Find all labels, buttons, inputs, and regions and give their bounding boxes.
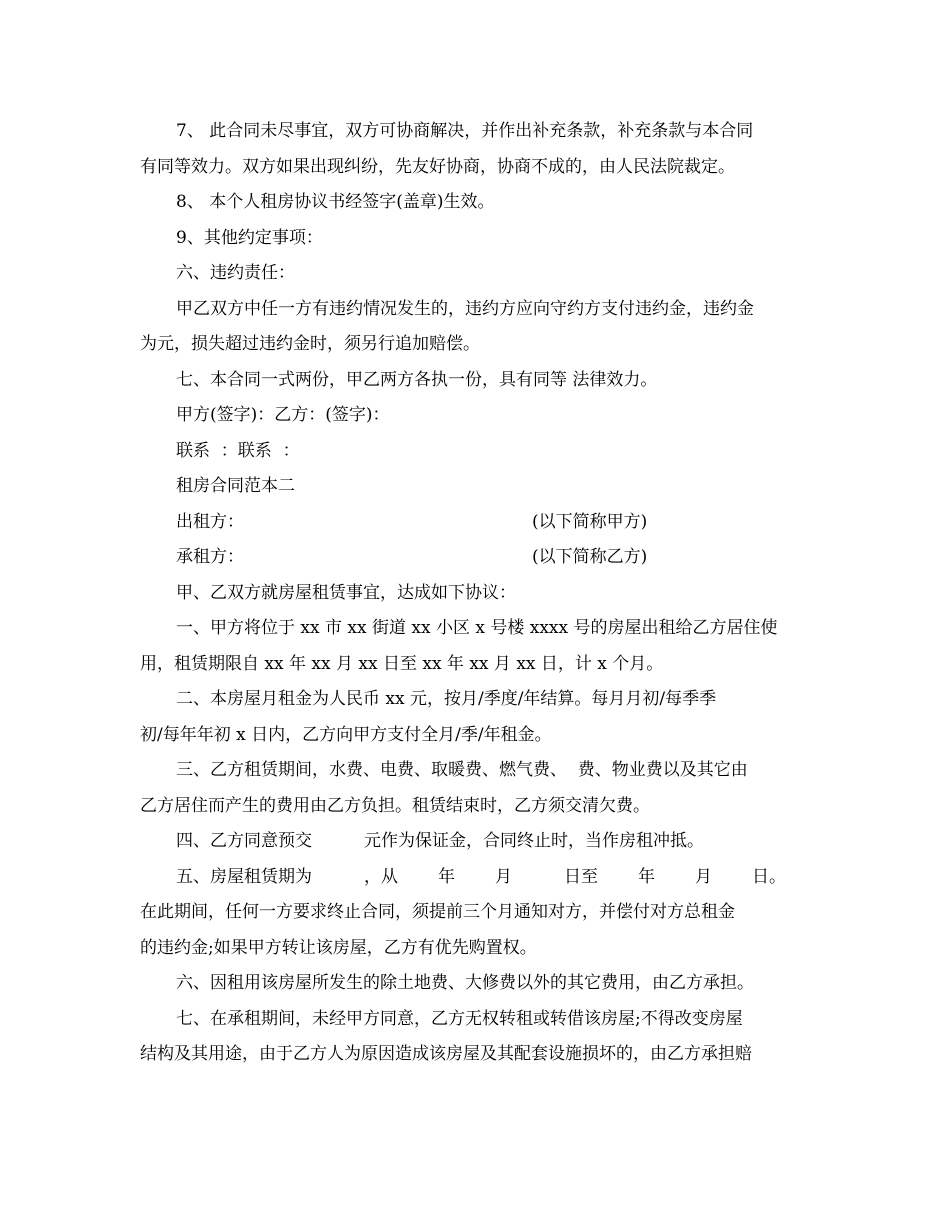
term-month-2: 月 [695, 866, 712, 887]
paragraph-line: 六、因租用该房屋所发生的除土地费、大修费以外的其它费用，由乙方承担。 [176, 973, 754, 993]
paragraph-line: 结构及其用途，由于乙方人为原因造成该房屋及其配套设施损坏的，由乙方承担赔 [140, 1044, 752, 1064]
lessee-label: 承租方： [176, 547, 244, 567]
lessor-note: (以下简称甲方) [532, 511, 648, 532]
contact-line: 联系 ：联系 ： [176, 440, 300, 461]
paragraph-line: 为元，损失超过违约金时，须另行追加赔偿。 [140, 334, 480, 354]
paragraph-line: 三、乙方租赁期间，水费、电费、取暖费、燃气费、 费、物业费以及其它由 [176, 760, 748, 780]
paragraph-line: 7、 此合同未尽事宜，双方可协商解决，并作出补充条款，补充条款与本合同 [176, 121, 754, 141]
term-year-1: 年 [438, 866, 455, 887]
paragraph-line: 的违约金;如果甲方转让该房屋，乙方有优先购置权。 [140, 937, 537, 958]
section-title: 租房合同范本二 [176, 476, 295, 496]
paragraph-line: 有同等效力。双方如果出现纠纷，先友好协商，协商不成的，由人民法院裁定。 [140, 156, 735, 177]
term-prefix: 五、房屋租赁期为 [176, 866, 312, 887]
term-year-2: 年 [638, 866, 655, 887]
lessee-row [140, 540, 812, 576]
paragraph-line: 七、在承租期间，未经甲方同意，乙方无权转租或转借该房屋;不得改变房屋 [176, 1008, 743, 1029]
paragraph-line: 二、本房屋月租金为人民币 xx 元，按月/季度/年结算。每月月初/每季季 [176, 689, 717, 709]
lessor-row [140, 505, 812, 541]
paragraph-line: 8、 本个人租房协议书经签字(盖章)生效。 [176, 192, 495, 212]
paragraph-line: 乙方居住而产生的费用由乙方负担。租赁结束时，乙方须交清欠费。 [140, 795, 650, 816]
deposit-suffix: 元作为保证金，合同终止时，当作房租冲抵。 [364, 831, 704, 851]
paragraph-line: 初/每年年初 x 日内，乙方向甲方支付全月/季/年租金。 [140, 724, 552, 745]
paragraph-line: 在此期间，任何一方要求终止合同，须提前三个月通知对方，并偿付对方总租金 [140, 902, 735, 922]
signature-line: 甲方(签字)：乙方：(签字)： [176, 405, 390, 425]
paragraph-line: 9、其他约定事项： [176, 227, 323, 248]
term-from: ，从 [364, 866, 398, 887]
lessee-note: (以下简称乙方) [532, 547, 648, 567]
paragraph-line: 七、本合同一式两份，甲乙两方各执一份，具有同等 法律效力。 [176, 369, 658, 390]
document-body [140, 114, 812, 1073]
lessor-label: 出租方： [176, 511, 244, 532]
lease-term-line [140, 860, 812, 896]
paragraph-line: 用，租赁期限自 xx 年 xx 月 xx 日至 xx 年 xx 月 xx 日，计 x 个月。 [140, 653, 664, 674]
paragraph-line: 甲、乙双方就房屋租赁事宜，达成如下协议： [176, 582, 516, 603]
paragraph-line: 一、甲方将位于 xx 市 xx 街道 xx 小区 x 号楼 xxxx 号的房屋出租给乙方居住使 [176, 618, 778, 638]
term-day-to: 日至 [564, 866, 598, 887]
deposit-line [140, 824, 812, 860]
deposit-prefix: 四、乙方同意预交 [176, 831, 312, 851]
term-month-1: 月 [495, 866, 512, 887]
section-heading: 六、违约责任： [176, 263, 295, 283]
paragraph-line: 甲乙双方中任一方有违约情况发生的，违约方应向守约方支付违约金，违约金 [176, 298, 754, 319]
term-day-end: 日。 [752, 866, 786, 887]
